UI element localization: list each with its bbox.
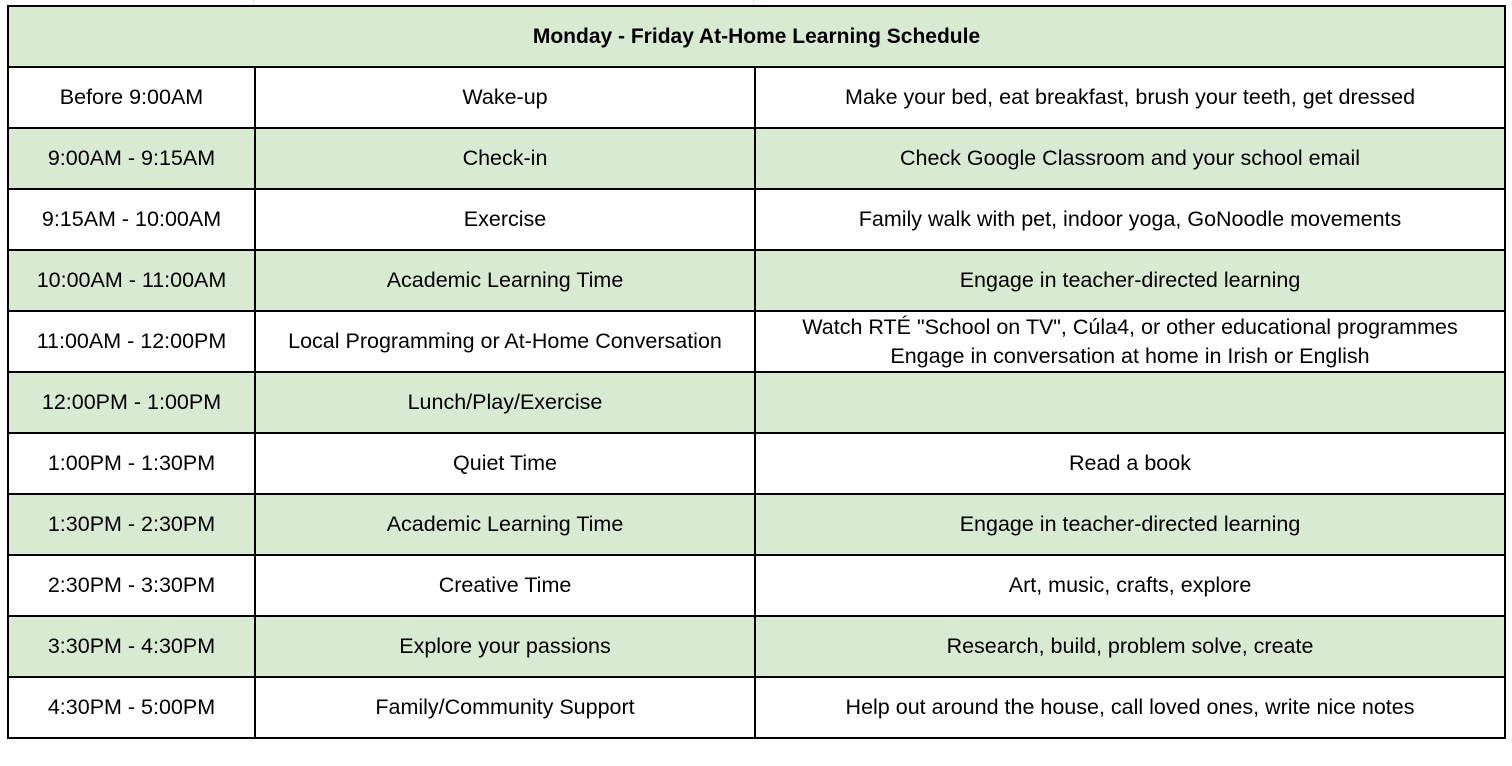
activity-line: Engage in conversation at home in Irish or English bbox=[890, 343, 1370, 368]
time-cell[interactable]: 4:30PM - 5:00PM bbox=[8, 677, 255, 738]
activities-cell[interactable] bbox=[755, 555, 1505, 616]
time-cell[interactable]: 9:00AM - 9:15AM bbox=[8, 128, 255, 189]
activities-cell[interactable] bbox=[755, 311, 1505, 372]
activity-line: Engage in teacher-directed learning bbox=[959, 268, 1301, 292]
activity-line: Watch RTÉ "School on TV", Cúla4, or other educational programmes bbox=[802, 314, 1458, 339]
block-cell[interactable]: Lunch/Play/Exercise bbox=[255, 372, 755, 433]
schedule-row bbox=[8, 555, 1505, 616]
activity-line: Make your bed, eat breakfast, brush your teeth, get dressed bbox=[844, 85, 1416, 109]
schedule-row bbox=[8, 128, 1505, 189]
activity-line: Check Google Classroom and your school email bbox=[899, 146, 1361, 170]
block-cell[interactable]: Academic Learning Time bbox=[255, 250, 755, 311]
schedule-body bbox=[8, 6, 1505, 738]
activities-cell[interactable] bbox=[755, 494, 1505, 555]
time-cell[interactable]: 3:30PM - 4:30PM bbox=[8, 616, 255, 677]
activities-cell[interactable] bbox=[755, 433, 1505, 494]
activity-line: Research, build, problem solve, create bbox=[946, 634, 1314, 658]
activities-cell[interactable] bbox=[755, 250, 1505, 311]
schedule-row bbox=[8, 433, 1505, 494]
block-cell[interactable]: Exercise bbox=[255, 189, 755, 250]
time-cell[interactable]: 1:00PM - 1:30PM bbox=[8, 433, 255, 494]
activities-cell[interactable] bbox=[755, 677, 1505, 738]
block-cell[interactable]: Creative Time bbox=[255, 555, 755, 616]
block-cell[interactable]: Check-in bbox=[255, 128, 755, 189]
block-cell[interactable]: Academic Learning Time bbox=[255, 494, 755, 555]
activities-cell[interactable] bbox=[755, 189, 1505, 250]
schedule-table bbox=[7, 5, 1506, 739]
block-cell[interactable]: Quiet Time bbox=[255, 433, 755, 494]
block-cell[interactable]: Family/Community Support bbox=[255, 677, 755, 738]
activity-line: Read a book bbox=[1069, 451, 1191, 475]
activities-cell[interactable] bbox=[755, 616, 1505, 677]
title-row bbox=[8, 6, 1505, 67]
time-cell[interactable]: 12:00PM - 1:00PM bbox=[8, 372, 255, 433]
activities-cell[interactable] bbox=[755, 67, 1505, 128]
activity-line: Art, music, crafts, explore bbox=[1008, 573, 1252, 597]
time-cell[interactable]: 9:15AM - 10:00AM bbox=[8, 189, 255, 250]
schedule-row bbox=[8, 677, 1505, 738]
schedule-row bbox=[8, 311, 1505, 372]
block-cell[interactable]: Wake-up bbox=[255, 67, 755, 128]
activity-line: Help out around the house, call loved ones, write nice notes bbox=[845, 695, 1415, 719]
block-cell[interactable]: Explore your passions bbox=[255, 616, 755, 677]
activities-cell[interactable] bbox=[755, 128, 1505, 189]
schedule-row bbox=[8, 189, 1505, 250]
activities-cell[interactable] bbox=[755, 372, 1505, 433]
time-cell[interactable]: 1:30PM - 2:30PM bbox=[8, 494, 255, 555]
schedule-row bbox=[8, 67, 1505, 128]
time-cell[interactable]: 11:00AM - 12:00PM bbox=[8, 311, 255, 372]
schedule-title[interactable]: Monday - Friday At-Home Learning Schedule bbox=[8, 6, 1505, 67]
schedule-row bbox=[8, 494, 1505, 555]
schedule-row bbox=[8, 616, 1505, 677]
time-cell[interactable]: 2:30PM - 3:30PM bbox=[8, 555, 255, 616]
activity-line: Engage in teacher-directed learning bbox=[959, 512, 1301, 536]
time-cell[interactable]: Before 9:00AM bbox=[8, 67, 255, 128]
activity-line: Family walk with pet, indoor yoga, GoNoodle movements bbox=[858, 207, 1402, 231]
schedule-row bbox=[8, 372, 1505, 433]
block-cell[interactable]: Local Programming or At-Home Conversation bbox=[255, 311, 755, 372]
schedule-row bbox=[8, 250, 1505, 311]
time-cell[interactable]: 10:00AM - 11:00AM bbox=[8, 250, 255, 311]
